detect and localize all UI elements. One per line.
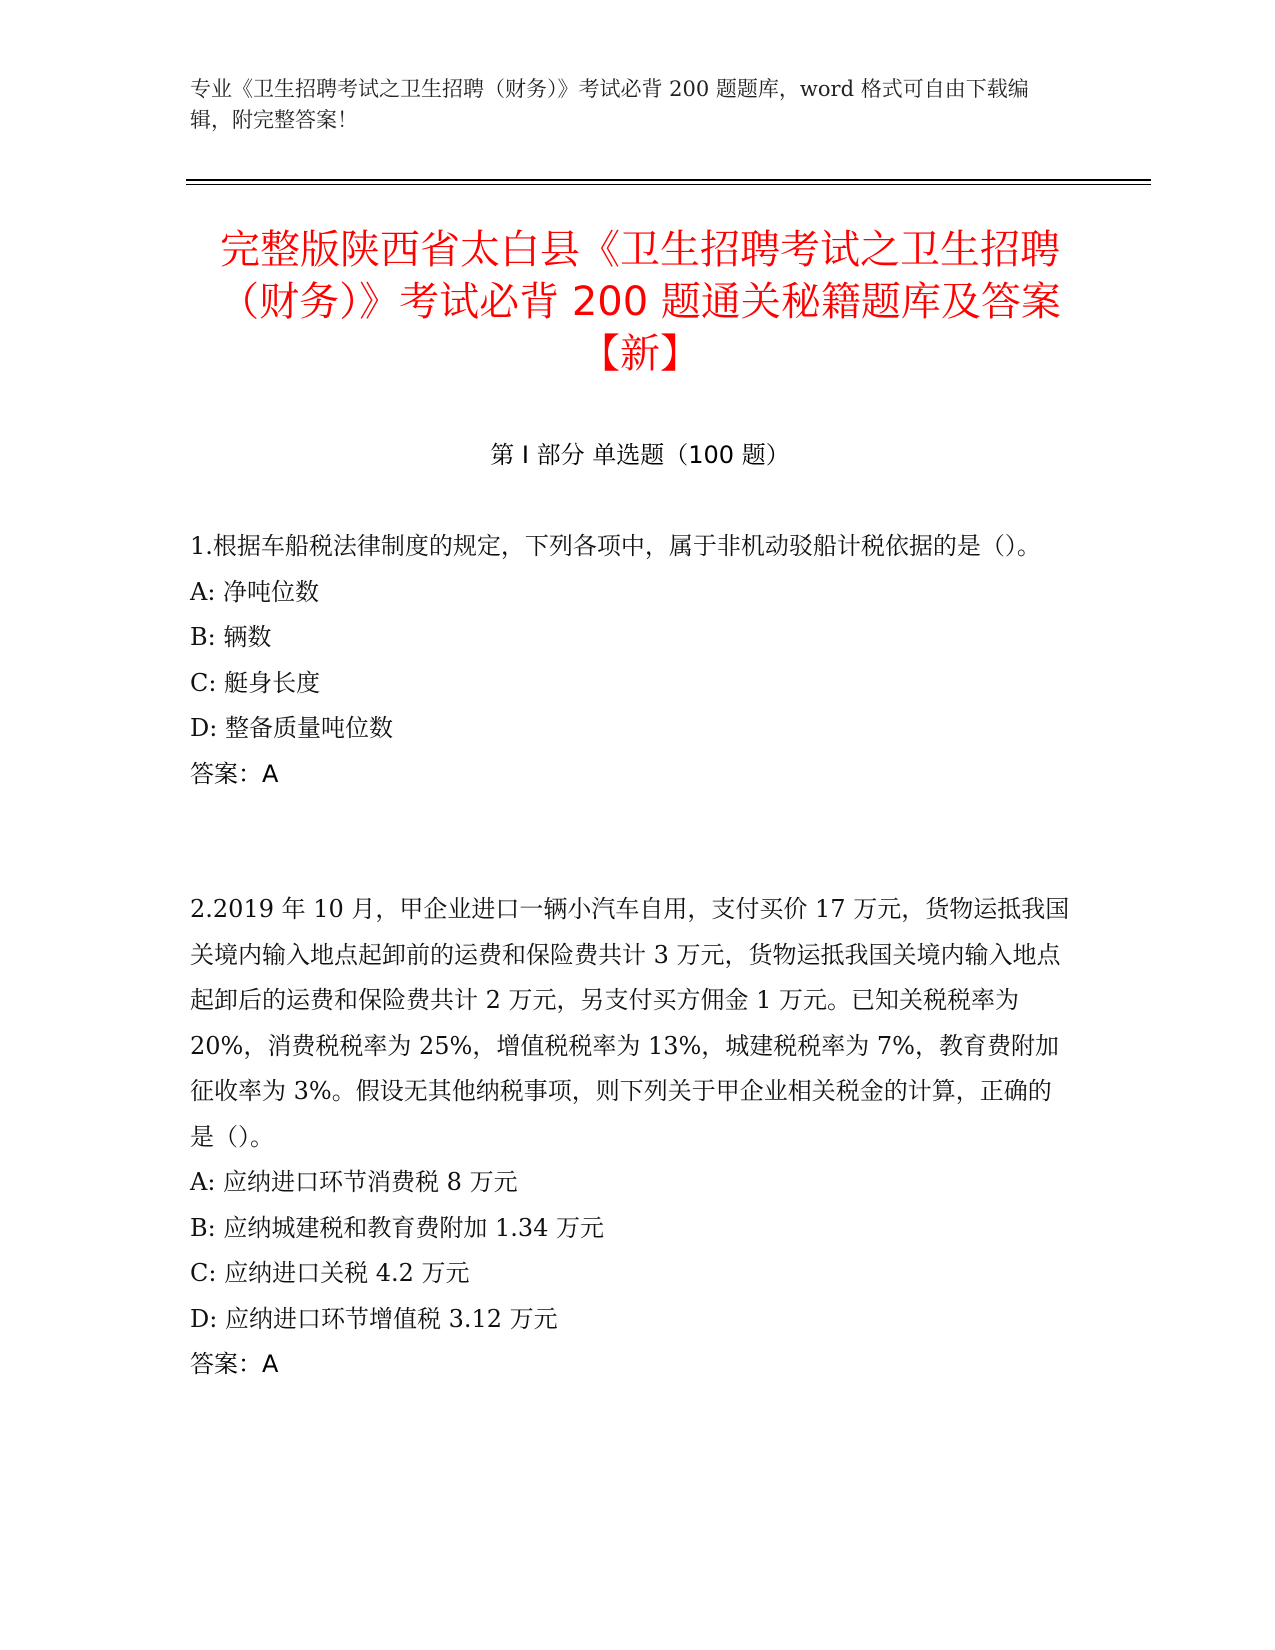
option-a: A: 净吨位数 bbox=[190, 577, 320, 606]
question-stem: 2.2019 年 10 月，甲企业进口一辆小汽车自用，支付买价 17 万元，货物运抵我国关境内输入地点起卸前的运费和保险费共计 3 万元，货物运抵我国关境内输入地点起卸后的运费和保险费共计 2 万元，另支付买方佣金 1 万元。已知关税税率为 20%，消费税税率为 25%，增值税税率为 13%，城建税税率为 7%，教育费附加征收率为 3%。假设无其他纳税事项，则下列关于甲企业相关税金的计算，正确的是（）。 bbox=[190, 895, 1070, 1151]
answer-label: 答案：A bbox=[190, 759, 279, 788]
section-heading: 第 I 部分 单选题（100 题） bbox=[490, 441, 790, 469]
answer-label: 答案：A bbox=[190, 1350, 279, 1378]
question-stem: 1.根据车船税法律制度的规定，下列各项中，属于非机动驳船计税依据的是（）。 bbox=[190, 532, 1041, 560]
header-note: 专业《卫生招聘考试之卫生招聘（财务）》考试必背 200 题题库，word 格式可自由下载编辑，附完整答案！ bbox=[190, 77, 1029, 132]
option-c: C: 应纳进口关税 4.2 万元 bbox=[190, 1259, 470, 1287]
document-title: 完整版陕西省太白县《卫生招聘考试之卫生招聘（财务）》考试必背 200 题通关秘籍题库及答案【新】 bbox=[219, 227, 1061, 377]
header-divider-thin bbox=[186, 184, 1151, 185]
question-1 bbox=[190, 524, 1070, 797]
option-d: D: 整备质量吨位数 bbox=[190, 714, 393, 742]
header-divider bbox=[186, 179, 1151, 181]
option-a: A: 应纳进口环节消费税 8 万元 bbox=[190, 1168, 518, 1196]
option-d: D: 应纳进口环节增值税 3.12 万元 bbox=[190, 1304, 558, 1333]
option-b: B: 辆数 bbox=[190, 623, 272, 651]
option-c: C: 艇身长度 bbox=[190, 668, 321, 697]
option-b: B: 应纳城建税和教育费附加 1.34 万元 bbox=[190, 1213, 605, 1242]
question-2 bbox=[190, 887, 1070, 1388]
